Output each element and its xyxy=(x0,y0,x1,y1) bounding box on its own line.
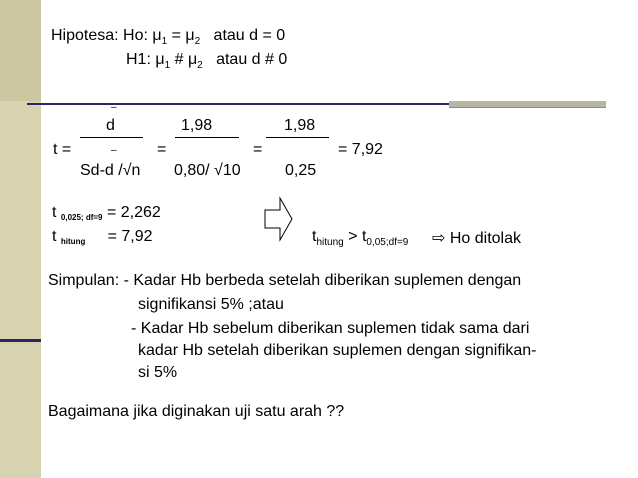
numerator-2: 1,98 xyxy=(181,117,213,134)
equals-3: = xyxy=(253,141,263,158)
summary-line-2: signifikansi 5% ;atau xyxy=(138,296,284,313)
equals-2: = xyxy=(157,141,167,158)
h0-label: Hipotesa: Ho: xyxy=(51,27,148,44)
summary-line-3: - Kadar Hb sebelum diberikan suplemen tidak sama dari xyxy=(131,320,530,337)
h0-line xyxy=(51,27,285,45)
t-hitung-line xyxy=(52,228,153,246)
fraction-line-1 xyxy=(80,137,143,138)
subscript: 1 xyxy=(164,60,171,71)
outline-arrow-icon: ⇨ xyxy=(432,230,446,247)
subscript: 1 xyxy=(161,36,168,47)
decorative-rule-shadow xyxy=(449,107,606,108)
t-table-value: = 2,262 xyxy=(106,204,161,221)
summary-line-1: Simpulan: - Kadar Hb berbeda setelah diberikan suplemen dengan xyxy=(48,272,522,289)
not-equal-sign: # xyxy=(174,51,184,68)
closing-question: Bagaimana jika diginakan uji satu arah ?? xyxy=(48,403,345,420)
h0-tail: atau d = 0 xyxy=(213,27,286,44)
h1-label: H1: xyxy=(126,51,151,68)
conclusion-line xyxy=(432,228,521,248)
left-accent-bar-top xyxy=(0,0,41,101)
left-bar-rule xyxy=(0,339,41,342)
denominator-1: Sd-d /√n xyxy=(80,162,141,179)
summary-line-4: kadar Hb setelah diberikan suplemen dengan signifikan- xyxy=(138,342,537,359)
mu-symbol: μ xyxy=(155,51,165,68)
formula-result: = 7,92 xyxy=(338,141,383,158)
bar-mark: – xyxy=(111,102,117,113)
fraction-line-3 xyxy=(266,137,329,138)
h1-tail: atau d # 0 xyxy=(216,51,288,68)
mu-symbol: μ xyxy=(185,27,195,44)
equals-sign: = xyxy=(171,27,181,44)
subscript: 2 xyxy=(197,60,203,71)
denominator-3: 0,25 xyxy=(285,162,317,179)
t-hitung-value: = 7,92 xyxy=(107,228,153,245)
subscript: 2 xyxy=(194,36,201,47)
t-hitung-subscript: hitung xyxy=(60,237,86,246)
fraction-line-2 xyxy=(175,137,239,138)
numerator-3: 1,98 xyxy=(284,117,316,134)
mu-symbol: μ xyxy=(187,51,198,68)
t-label: t xyxy=(312,228,317,245)
conclusion-text: Ho ditolak xyxy=(449,230,522,247)
df-subscript: 0,05;df=9 xyxy=(366,237,409,248)
hitung-subscript: hitung xyxy=(316,237,344,248)
t-table-line xyxy=(52,204,161,222)
horizontal-rule xyxy=(27,103,449,105)
t-table-subscript: 0,025; df=9 xyxy=(60,213,103,222)
bar-mark: – xyxy=(111,145,117,156)
t-label: t xyxy=(52,204,57,221)
summary-line-5: si 5% xyxy=(138,364,178,381)
greater-than-t: > t xyxy=(348,228,367,245)
mu-symbol: μ xyxy=(152,27,162,44)
numerator-d: d xyxy=(106,117,115,134)
h1-line xyxy=(126,51,287,69)
comparison xyxy=(312,228,408,246)
block-arrow-icon xyxy=(264,196,294,242)
t-label: t xyxy=(52,228,57,245)
denominator-2: 0,80/ √10 xyxy=(174,162,241,179)
t-equals: t = xyxy=(53,141,72,158)
